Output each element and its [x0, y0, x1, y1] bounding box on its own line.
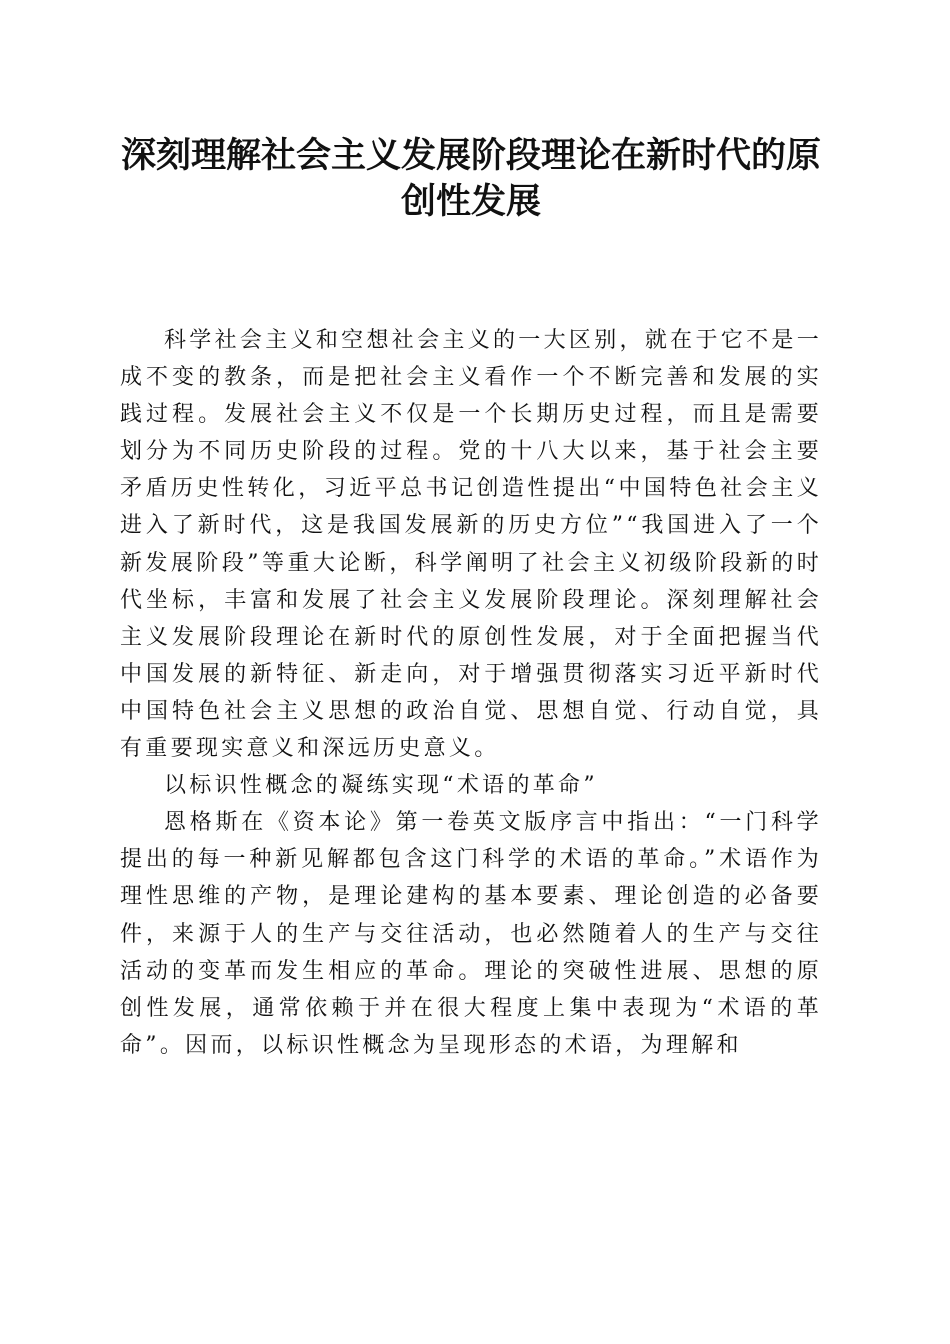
body-paragraph-engels: 恩格斯在《资本论》第一卷英文版序言中指出：“一门科学提出的每一种新见解都包含这门科学的术语的革命。”术语作为理性思维的产物，是理论建构的基本要素、理论创造的必备要件，来源于人的生产与交往活动，也必然随着人的生产与交往活动的变革而发生相应的革命。理论的突破性进展、思想的原创性发展，通常依赖于并在很大程度上集中表现为“术语的革命”。因而，以标识性概念为呈现形态的术语，为理解和	[120, 810, 822, 1058]
document-page	[120, 133, 822, 1064]
document-title: 深刻理解社会主义发展阶段理论在新时代的原创性发展	[120, 135, 821, 222]
body-paragraph-intro: 科学社会主义和空想社会主义的一大区别，就在于它不是一成不变的教条，而是把社会主义看作一个不断完善和发展的实践过程。发展社会主义不仅是一个长期历史过程，而且是需要划分为不同历史阶段的过程。党的十八大以来，基于社会主要矛盾历史性转化，习近平总书记创造性提出“中国特色社会主义进入了新时代，这是我国发展新的历史方位”“我国进入了一个新发展阶段”等重大论断，科学阐明了社会主义初级阶段新的时代坐标，丰富和发展了社会主义发展阶段理论。深刻理解社会主义发展阶段理论在新时代的原创性发展，对于全面把握当代中国发展的新特征、新走向，对于增强贯彻落实习近平新时代中国特色社会主义思想的政治自觉、思想自觉、行动自觉，具有重要现实意义和深远历史意义。	[120, 328, 822, 762]
section-heading: 以标识性概念的凝练实现“术语的革命”	[164, 773, 598, 799]
